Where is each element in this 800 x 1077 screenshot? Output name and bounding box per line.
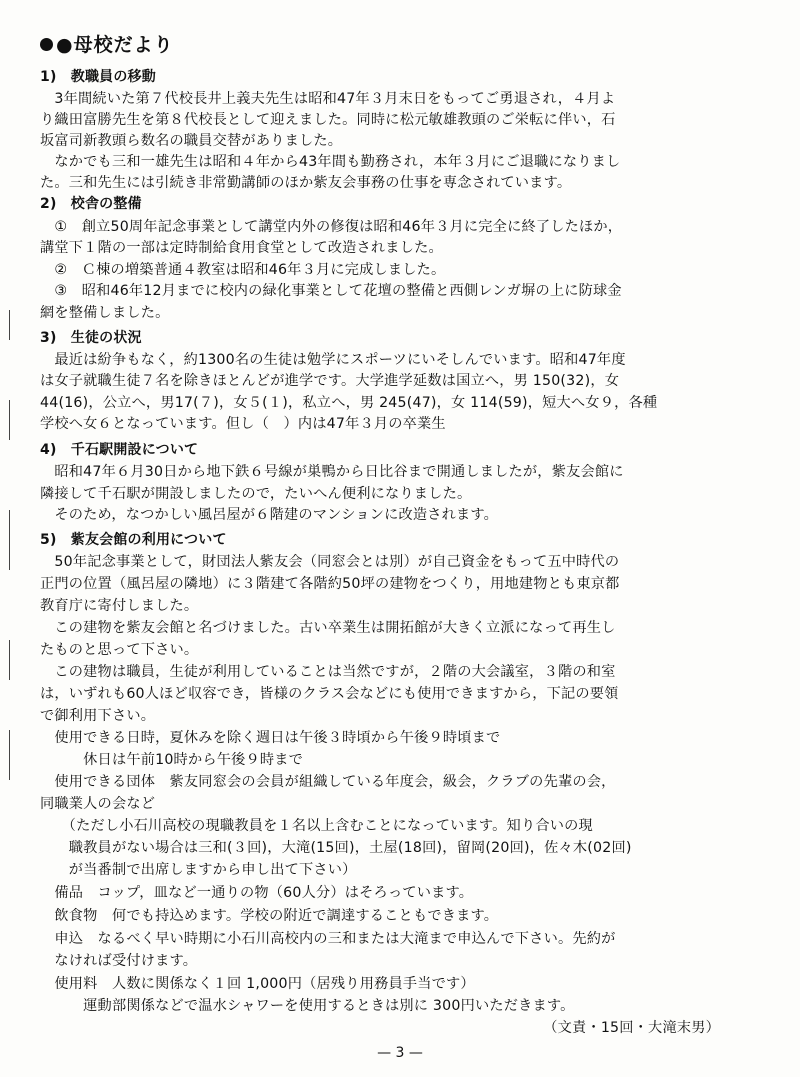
body-line: 44(16)，公立へ，男17(７)，女５(１)，私立へ，男 245(47)，女 114(59)，短大へ女９，各種 bbox=[40, 395, 658, 411]
body-line: 隣接して千石駅が開設しましたので，たいへん便利になりました。 bbox=[40, 486, 472, 502]
body-line: 最近は紛争もなく，約1300名の生徒は勉学にスポーツにいそしんでいます。昭和47年度 bbox=[40, 352, 626, 368]
page-title bbox=[40, 30, 174, 57]
body-line: 3年間続いた第７代校長井上義夫先生は昭和47年３月末日をもってご勇退され，４月よ bbox=[40, 91, 616, 107]
body-line: 昭和47年６月30日から地下鉄６号線が巣鴨から日比谷まで開通しましたが，紫友会館に bbox=[40, 464, 624, 480]
body-line: 使用できる団体 紫友同窓会の会員が組織している年度会，級会，クラブの先輩の会， bbox=[40, 774, 616, 790]
body-line: ③ 昭和46年12月までに校内の緑化事業として花壇の整備と西側レンガ塀の上に防球金 bbox=[40, 283, 622, 299]
body-line: は女子就職生徒７名を除きほとんどが進学です。大学進学延数は国立へ，男 150(32)，女 bbox=[40, 373, 620, 389]
body-line: り織田富勝先生を第８代校長として迎えました。同時に松元敏雄教頭のご栄転に伴い，石 bbox=[40, 112, 616, 128]
body-line: 同職業人の会など bbox=[40, 796, 156, 812]
body-line: 休日は午前10時から午後９時まで bbox=[40, 752, 304, 768]
body-line: 備品 コップ，皿など一通りの物（60人分）はそろっています。 bbox=[40, 885, 474, 901]
body-line: 正門の位置（風呂屋の隣地）に３階建て各階約50坪の建物をつくり，用地建物とも東京都 bbox=[40, 576, 620, 592]
page-title-text: ●母校だより bbox=[56, 34, 174, 56]
body-line: なかでも三和一雄先生は昭和４年から43年間も勤務され，本年３月にご退職になりまし bbox=[40, 154, 621, 170]
body-line: 職教員がない場合は三和(３回)，大滝(15回)，土屋(18回)，留岡(20回)，佐々木(02回) bbox=[40, 840, 632, 856]
body-line: は，いずれも60人ほど収容でき，皆様のクラス会などにも使用できますから，下記の要領 bbox=[40, 686, 619, 702]
body-line: 飲食物 何でも持込めます。学校の附近で調達することもできます。 bbox=[40, 908, 499, 924]
body-line: 学校へ女６となっています。但し（ ）内は47年３月の卒業生 bbox=[40, 416, 446, 432]
section-heading-1: 1) 教職員の移動 bbox=[40, 69, 156, 85]
section-heading-4: 4) 千石駅開設について bbox=[40, 442, 199, 458]
body-line: この建物を紫友会館と名づけました。古い卒業生は開拓館が大きく立派になって再生し bbox=[40, 620, 616, 636]
body-line: ② Ｃ棟の増築普通４教室は昭和46年３月に完成しました。 bbox=[40, 262, 446, 278]
body-line: 申込 なるべく早い時期に小石川高校内の三和または大滝まで申込んで下さい。先約が bbox=[40, 931, 616, 947]
bullet-icon bbox=[40, 38, 53, 51]
body-line: 使用料 人数に関係なく１回 1,000円（居残り用務員手当です） bbox=[40, 976, 475, 992]
section-heading-5: 5) 紫友会館の利用について bbox=[40, 532, 227, 548]
body-line: なければ受付けます。 bbox=[40, 953, 198, 969]
body-line: （ただし小石川高校の現職教員を１名以上含むことになっています。知り合いの現 bbox=[40, 818, 593, 834]
body-line: た。三和先生には引続き非常勤講師のほか紫友会事務の仕事を専念されています。 bbox=[40, 175, 572, 191]
body-line: 教育庁に寄付しました。 bbox=[40, 598, 199, 614]
body-line: 使用できる日時，夏休みを除く週日は午後３時頃から午後９時頃まで bbox=[40, 730, 501, 746]
body-line: 講堂下１階の一部は定時制給食用食堂として改造されました。 bbox=[40, 240, 443, 256]
body-line: が当番制で出席しますから申し出て下さい） bbox=[40, 862, 357, 878]
page-number: — 3 — bbox=[377, 1045, 423, 1061]
binding-marks bbox=[6, 310, 14, 790]
section-heading-2: 2) 校舎の整備 bbox=[40, 196, 142, 212]
body-line: 坂富司新教頭ら数名の職員交替がありました。 bbox=[40, 133, 343, 149]
body-line: 網を整備しました。 bbox=[40, 305, 170, 321]
author-credit: （文責・15回・大滝末男） bbox=[543, 1020, 720, 1036]
body-line: そのため，なつかしい風呂屋が６階建のマンションに改造されます。 bbox=[40, 507, 499, 523]
section-heading-3: 3) 生徒の状況 bbox=[40, 330, 142, 346]
body-line: 運動部関係などで温水シャワーを使用するときは別に 300円いただきます。 bbox=[40, 998, 575, 1014]
body-line: ① 創立50周年記念事業として講堂内外の修復は昭和46年３月に完全に終了したほか， bbox=[40, 219, 623, 235]
body-line: 50年記念事業として，財団法人紫友会（同窓会とは別）が自己資金をもって五中時代の bbox=[40, 554, 620, 570]
body-line: たものと思って下さい。 bbox=[40, 642, 199, 658]
body-line: この建物は職員，生徒が利用していることは当然ですが，２階の大会議室，３階の和室 bbox=[40, 664, 616, 680]
body-line: で御利用下さい。 bbox=[40, 708, 156, 724]
